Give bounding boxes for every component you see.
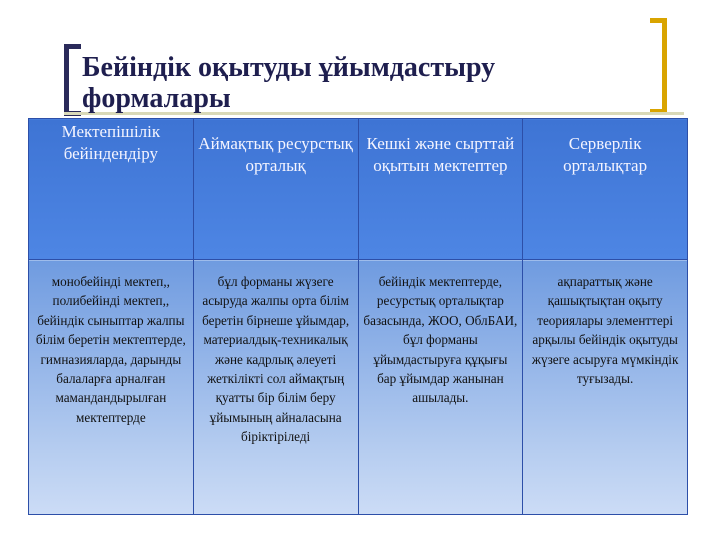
header-cell-evening-schools: Кешкі және сырттай оқытын мектептер [358, 119, 523, 260]
header-cell-regional-center: Аймақтық ресурстық орталық [193, 119, 358, 260]
table-body-row [29, 260, 688, 515]
header-cell-server-centers: Серверлік орталықтар [523, 119, 688, 260]
body-cell-server-centers: ақпараттық және қашықтықтан оқыту теориялары элементтері арқылы бейіндік оқытуды жүзеге асыруға мүмкіндік туғызады. [523, 260, 688, 515]
table-header-row [29, 119, 688, 260]
title-bracket-right [650, 18, 667, 114]
body-cell-evening-schools: бейіндік мектептерде, ресурстық орталықтар базасында, ЖОО, ОблБАИ, бұл форманы ұйымдастыруға құқығы бар ұйымдар жанынан ашылады. [358, 260, 523, 515]
body-cell-regional-center: бұл форманы жүзеге асыруда жалпы орта білім беретін бірнеше ұйымдар, материалдық-техникалық және кадрлық әлеуеті жеткілікті сол аймақтың қуатты бір білім беру ұйымының айналасына біріктіріледі [193, 260, 358, 515]
forms-table [28, 118, 688, 515]
body-cell-in-school: монобейінді мектеп,, полибейінді мектеп,, бейіндік сыныптар жалпы білім беретін мектептерде, гимназияларда, дарынды балаларға арналған мамандандырылған мектептерде [29, 260, 194, 515]
header-cell-in-school: Мектепішілік бейіндендіру [29, 119, 194, 260]
title-bracket-left [64, 44, 81, 116]
slide-title: Бейіндік оқытуды ұйымдастыру формалары [82, 52, 496, 114]
